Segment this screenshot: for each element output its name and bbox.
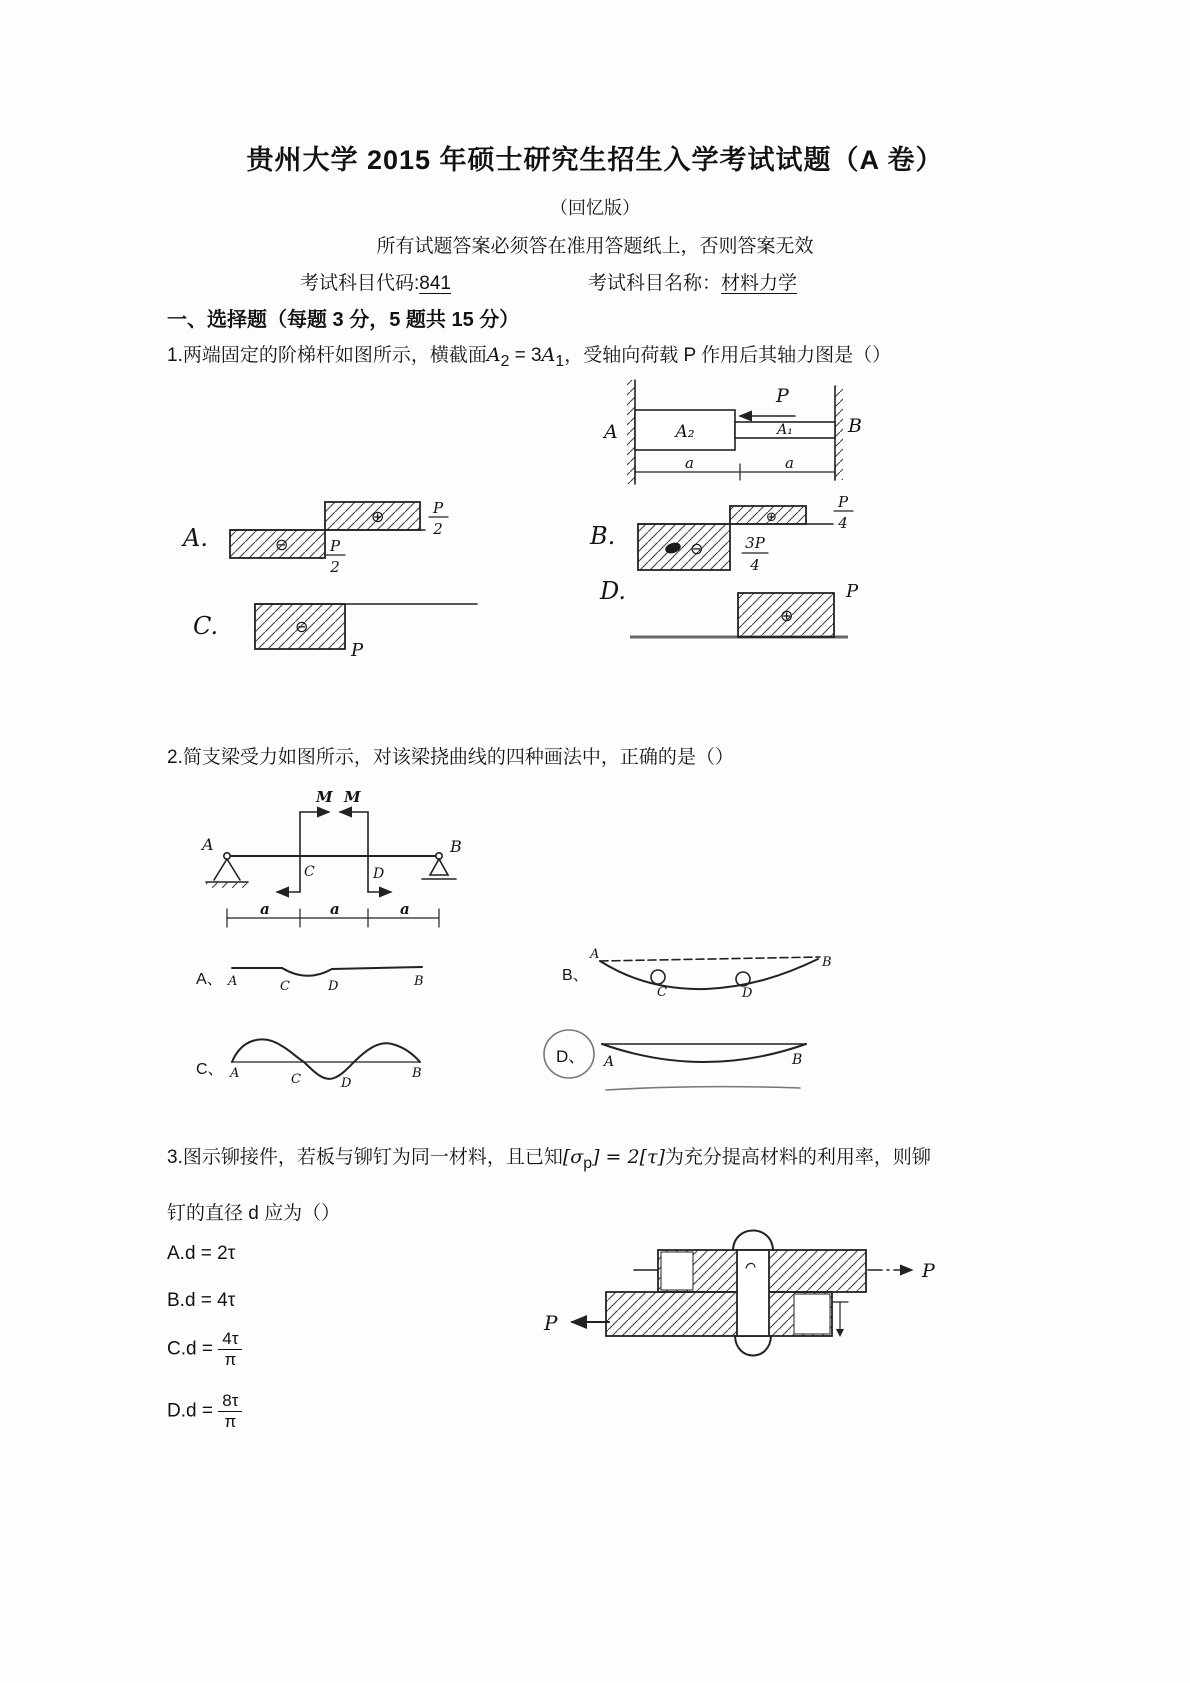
q3-option-A: A.d = 2τ bbox=[167, 1243, 236, 1264]
subject-code bbox=[300, 268, 451, 295]
point-C-label: C bbox=[304, 864, 315, 880]
question-1-text bbox=[167, 340, 891, 371]
support-A-label: A bbox=[202, 835, 214, 854]
page-title: 贵州大学 2015 年硕士研究生招生入学考试试题（A 卷） bbox=[246, 145, 944, 175]
q1-formula-sub2: 2 bbox=[500, 352, 510, 370]
q1-option-D-diagram bbox=[592, 575, 872, 655]
q3-option-C-prefix: C.d = bbox=[167, 1338, 219, 1360]
rivet-shank bbox=[737, 1250, 769, 1336]
section-A2-label: A₂ bbox=[675, 422, 695, 442]
q3-seg1: 3.图示铆接件，若板与铆钉为同一材料，且已知 bbox=[167, 1147, 563, 1168]
q3-option-D-fraction bbox=[218, 1392, 242, 1431]
q3-option-D bbox=[167, 1392, 242, 1431]
left-force-label: P bbox=[544, 1311, 558, 1335]
moment-M1-label: M bbox=[316, 788, 333, 806]
edition-note: （回忆版） bbox=[550, 198, 640, 218]
q1-seg1: 1.两端固定的阶梯杆如图所示，横截面 bbox=[167, 345, 487, 366]
option-label: A. bbox=[183, 524, 208, 552]
q2-option-B-curve bbox=[558, 946, 853, 1004]
q1-seg2: ，受轴向荷载 P 作用后其轴力图是（） bbox=[564, 345, 892, 366]
value-P: P bbox=[846, 581, 859, 602]
option-label: D、 bbox=[556, 1047, 586, 1066]
point-C: C bbox=[657, 985, 667, 1000]
q3-seg2: 为充分提高材料的利用率，则铆 bbox=[664, 1147, 931, 1168]
option-label: C、 bbox=[196, 1061, 224, 1078]
minus-sign: ⊖ bbox=[295, 617, 309, 636]
point-D: D bbox=[742, 986, 753, 1001]
frac-den: π bbox=[224, 1411, 237, 1431]
right-force-label: P bbox=[922, 1260, 935, 1282]
minus-sign: ⊖ bbox=[690, 539, 704, 558]
subject-name bbox=[588, 268, 797, 295]
frac-den: 2 bbox=[433, 520, 443, 538]
plus-sign: ⊕ bbox=[766, 510, 777, 525]
point-A: A bbox=[590, 947, 600, 962]
q2-option-D-curve bbox=[542, 1026, 837, 1098]
frac-num: P bbox=[329, 537, 341, 555]
undeformed-axis bbox=[600, 957, 820, 961]
bottom-plate-gap bbox=[794, 1294, 830, 1334]
rivet-head-bottom bbox=[735, 1336, 771, 1356]
q3-option-B: B.d = 4τ bbox=[167, 1290, 236, 1311]
dim-a1: a bbox=[685, 454, 694, 472]
subject-name-label: 考试科目名称： bbox=[588, 273, 722, 294]
point-C: C bbox=[280, 979, 290, 994]
dim-a1: a bbox=[260, 900, 270, 918]
point-B: B bbox=[414, 974, 424, 989]
q1-formula-eq: = 3 bbox=[509, 345, 542, 366]
q3-figure-rivet-joint bbox=[488, 1210, 938, 1375]
dim-a2: a bbox=[330, 900, 340, 918]
question-3-text-line1 bbox=[167, 1142, 931, 1173]
q3-option-C bbox=[167, 1330, 242, 1369]
load-label: P bbox=[776, 385, 789, 407]
left-wall-hatch bbox=[627, 380, 635, 484]
negative-block bbox=[638, 524, 730, 570]
answer-notice: 所有试题答案必须答在准用答题纸上，否则答案无效 bbox=[376, 236, 814, 257]
stray-line bbox=[606, 1087, 800, 1090]
point-A: A bbox=[230, 1066, 240, 1081]
q3-formula-open: [σ bbox=[562, 1146, 584, 1168]
frac-den: 4 bbox=[750, 556, 760, 574]
dim-a2: a bbox=[785, 454, 794, 472]
q1-option-C-diagram bbox=[185, 582, 485, 662]
point-D: D bbox=[328, 979, 339, 994]
option-label: C. bbox=[193, 612, 219, 640]
subject-code-value: 841 bbox=[419, 273, 451, 294]
section-1-heading: 一、选择题（每题 3 分，5 题共 15 分） bbox=[167, 309, 520, 331]
rivet-head-top bbox=[733, 1231, 773, 1251]
deflection-curve bbox=[232, 1039, 420, 1078]
option-label: D. bbox=[600, 577, 627, 605]
pin-support bbox=[206, 859, 248, 882]
option-label: B. bbox=[590, 522, 616, 550]
option-label: A、 bbox=[196, 971, 223, 988]
deflection-curve bbox=[232, 967, 422, 976]
q2-figure-beam bbox=[192, 778, 502, 938]
q2-option-C-curve bbox=[192, 1032, 462, 1094]
q3-formula-rest: ] = 2[τ] bbox=[592, 1146, 665, 1168]
point-B: B bbox=[822, 955, 832, 970]
question-3-text-line2: 钉的直径 d 应为（） bbox=[167, 1203, 341, 1224]
point-D-label: D bbox=[373, 866, 385, 882]
q3-option-D-prefix: D.d = bbox=[167, 1400, 219, 1422]
q1-formula-A2: A bbox=[541, 344, 556, 366]
subject-name-value: 材料力学 bbox=[721, 273, 798, 294]
point-B: B bbox=[412, 1066, 422, 1081]
frac-num: P bbox=[432, 499, 444, 517]
support-B-label: B bbox=[450, 837, 462, 856]
point-A: A bbox=[228, 974, 238, 989]
point-D: D bbox=[341, 1076, 352, 1091]
q2-option-A-curve bbox=[192, 952, 462, 1004]
dim-a3: a bbox=[400, 900, 410, 918]
subject-code-label: 考试科目代码: bbox=[300, 273, 420, 294]
frac-num: P bbox=[837, 493, 849, 511]
roller-support bbox=[422, 859, 456, 879]
frac-num: 8τ bbox=[218, 1392, 242, 1412]
q1-formula-sub1: 1 bbox=[555, 352, 565, 370]
pin-support-hatch bbox=[206, 882, 248, 888]
q1-option-B-diagram bbox=[578, 482, 868, 582]
q3-option-C-fraction bbox=[218, 1330, 242, 1369]
thickness-arrow bbox=[836, 1329, 844, 1337]
support-A-label: A bbox=[604, 421, 618, 443]
frac-num: 4τ bbox=[218, 1330, 242, 1350]
q3-formula-sub: p bbox=[583, 1154, 593, 1172]
point-A: A bbox=[604, 1054, 615, 1070]
plus-sign: ⊕ bbox=[780, 606, 794, 625]
right-wall-hatch bbox=[835, 386, 843, 480]
deflection-curve bbox=[602, 1044, 806, 1062]
frac-den: π bbox=[224, 1349, 237, 1369]
q1-formula-A: A bbox=[486, 344, 501, 366]
plus-sign: ⊕ bbox=[371, 507, 385, 526]
frac-num: 3P bbox=[745, 534, 765, 552]
support-B-label: B bbox=[848, 415, 862, 437]
point-C: C bbox=[291, 1072, 301, 1087]
frac-den: 2 bbox=[330, 558, 340, 576]
option-label: B、 bbox=[562, 967, 589, 984]
minus-sign: ⊖ bbox=[275, 535, 289, 554]
value-P: P bbox=[351, 640, 364, 661]
top-plate-gap bbox=[661, 1252, 693, 1290]
point-B: B bbox=[792, 1052, 803, 1068]
frac-den: 4 bbox=[838, 514, 848, 532]
deflection-curve bbox=[600, 959, 818, 989]
question-2-text: 2.简支梁受力如图所示，对该梁挠曲线的四种画法中，正确的是（） bbox=[167, 747, 734, 768]
loop-at-C bbox=[651, 970, 665, 984]
q1-option-A-diagram bbox=[175, 482, 465, 577]
moment-M2-label: M bbox=[344, 788, 361, 806]
section-A1-label: A₁ bbox=[777, 422, 793, 438]
